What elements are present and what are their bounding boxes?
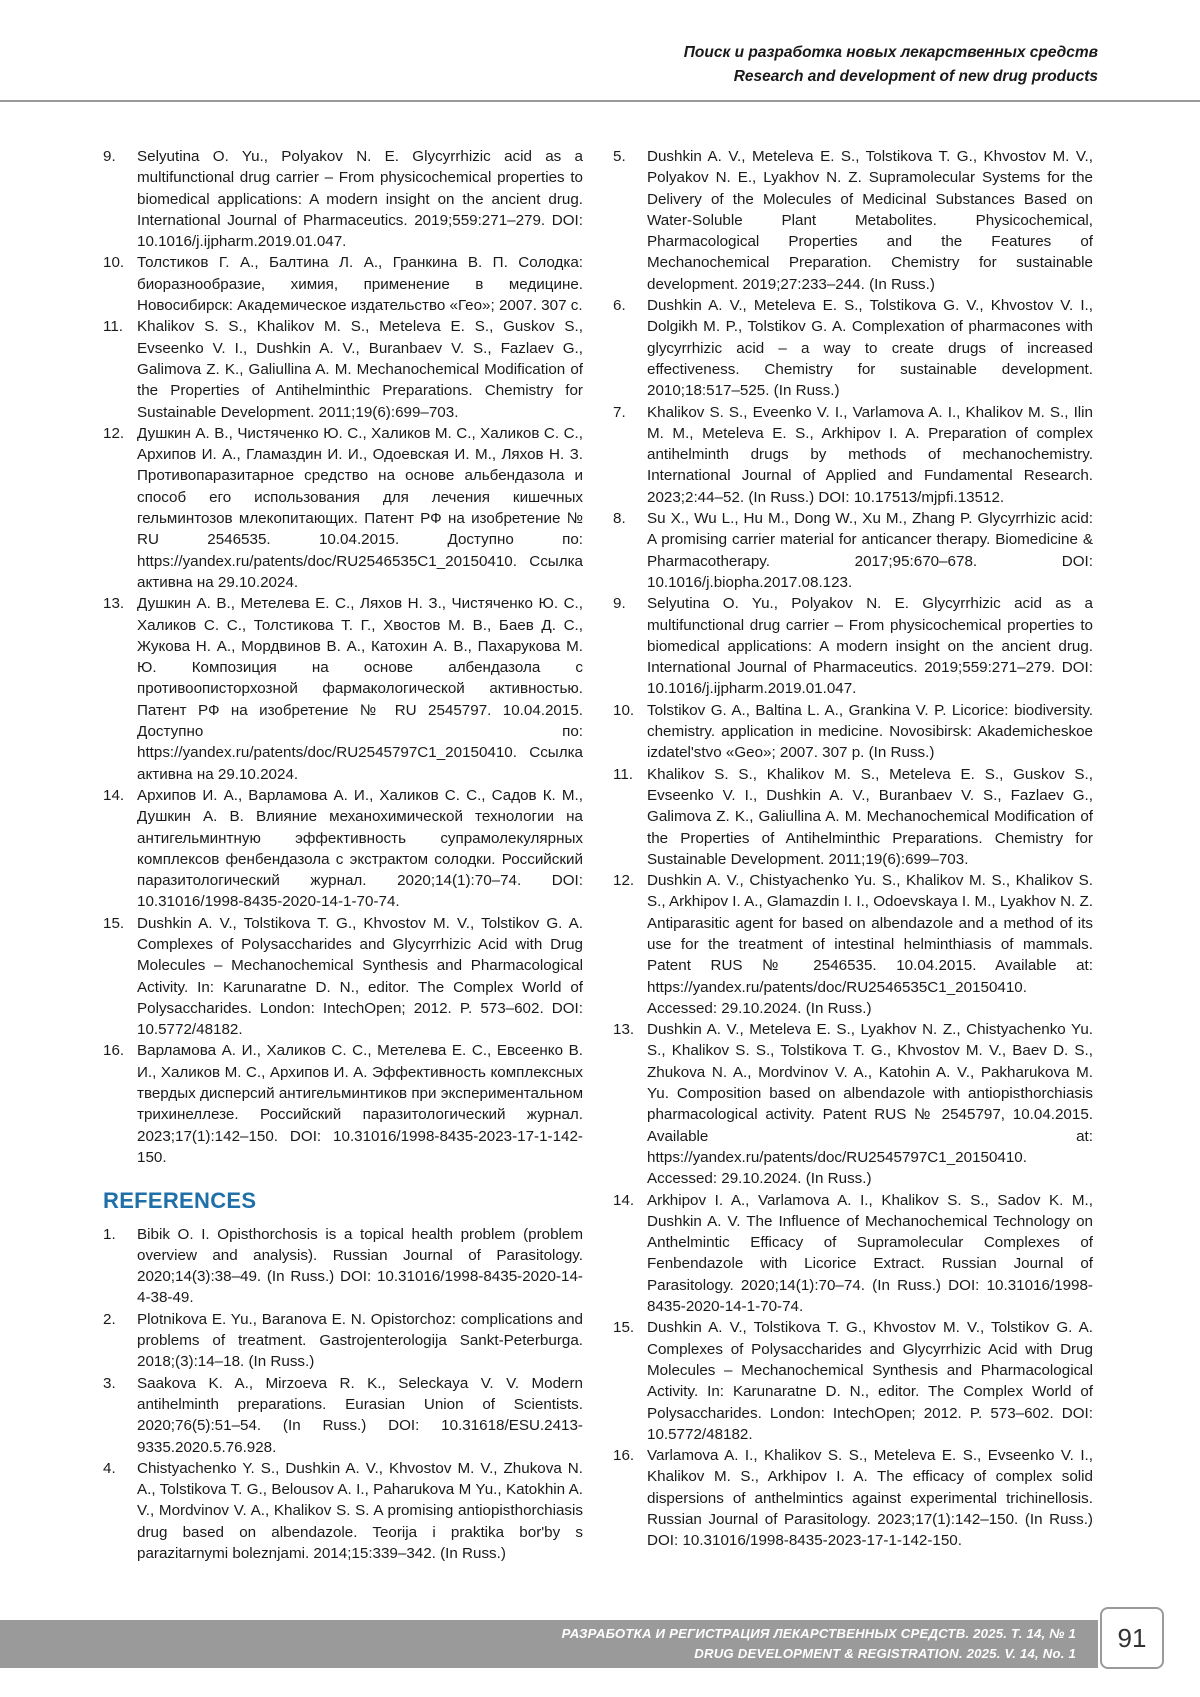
reference-item xyxy=(613,508,1093,593)
reference-item xyxy=(103,1458,583,1564)
references-heading: REFERENCES xyxy=(103,1188,257,1214)
references-list-en-continued xyxy=(613,146,1093,1552)
running-header xyxy=(0,0,1200,104)
reference-item xyxy=(613,402,1093,508)
reference-item xyxy=(613,146,1093,295)
reference-text: Chistyachenko Y. S., Dushkin A. V., Khvostov M. V., Zhukova N. A., Tolstikova T. G., Belousov A. I., Paharukova M Yu., Katokhin A. V., Mordvinov V. A., Khalikov S. S. A promising antiopisthorchiasis drug based on albendazole. Teorija i praktika bor'by s parazitarnymi boleznjami. 2014;15:339–342. (In Russ.) xyxy=(137,1459,583,1562)
reference-number: 10. xyxy=(103,254,125,272)
reference-item xyxy=(613,870,1093,1019)
reference-text: Selyutina O. Yu., Polyakov N. E. Glycyrrhizic acid as a multifunctional drug carrier – From physicochemical properties to biomedical applications: A modern insight on the ancient drug. International Journal of Pharmaceutics. 2019;559:271–279. DOI: 10.1016/j.ijpharm.2019.01.047. xyxy=(647,595,1093,698)
reference-number: 16. xyxy=(613,1447,635,1465)
reference-item xyxy=(103,913,583,1041)
reference-text: Plotnikova E. Yu., Baranova E. N. Opistorchoz: complications and problems of treatment. Gastrojenterologija Sankt-Peterburga. 2018;(3):14–18. (In Russ.) xyxy=(137,1310,583,1371)
reference-item xyxy=(103,1309,583,1373)
reference-number: 6. xyxy=(613,297,626,315)
left-column xyxy=(103,146,583,1564)
reference-number: 12. xyxy=(613,872,635,890)
reference-text: Архипов И. А., Варламова А. И., Халиков С. С., Садов К. М., Душкин А. В. Влияние механохимической технологии на антигельминтную эффективность супрамолекулярных комплексов фенбендазола с экстрактом солодки. Российский паразитологический журнал. 2020;14(1):70–74. DOI: 10.31016/1998-8435-2020-14-1-70-74. xyxy=(137,786,583,911)
reference-text: Arkhipov I. A., Varlamova A. I., Khalikov S. S., Sadov K. M., Dushkin A. V. The Influence of Mechanochemical Technology on Anthelmintic Efficacy of Supramolecular Complexes of Fenbendazole with Licorice Extract. Russian Journal of Parasitology. 2020;14(1):70–74. (In Russ.) DOI: 10.31016/1998-8435-2020-14-1-70-74. xyxy=(647,1191,1093,1316)
reference-text: Толстиков Г. А., Балтина Л. А., Гранкина В. П. Солодка: биоразнообразие, химия, применение в медицине. Новосибирск: Академическое издательство «Гео»; 2007. 307 с. xyxy=(137,254,583,315)
reference-number: 13. xyxy=(103,595,125,613)
header-title-ru: Поиск и разработка новых лекарственных средств xyxy=(683,44,1098,61)
reference-text: Dushkin A. V., Meteleva E. S., Tolstikova G. V., Khvostov V. I., Dolgikh M. P., Tolstikov G. A. Complexation of pharmacones with glycyrrhizic acid – a way to create drugs of increased effectiveness. Chemistry for sustainable development. 2010;18:517–525. (In Russ.) xyxy=(647,297,1093,400)
reference-number: 3. xyxy=(103,1374,116,1392)
page-number: 91 xyxy=(1100,1607,1164,1669)
reference-number: 10. xyxy=(613,701,635,719)
reference-item xyxy=(613,1190,1093,1318)
reference-text: Khalikov S. S., Khalikov M. S., Meteleva E. S., Guskov S., Evseenko V. I., Dushkin A. V., Buranbaev V. S., Fazlaev G., Galimova Z. K., Galiullina A. M. Mechanochemical Modification of the Properties of Antihelminthic Preparations. Chemistry for Sustainable Development. 2011;19(6):699–703. xyxy=(647,765,1093,868)
reference-number: 1. xyxy=(103,1225,116,1243)
reference-text: Душкин А. В., Чистяченко Ю. С., Халиков М. С., Халиков С. С., Архипов И. А., Гламаздин И. И., Одоевская И. М., Ляхов Н. З. Противопаразитарное средство на основе альбендазола и способ его использования для лечения кишечных гельминтозов млекопитающих. Патент РФ на изобретение № RU 2546535. 10.04.2015. Доступно по: https://yandex.ru/patents/doc/RU2546535C1_20150410. Ссылка активна на 29.10.2024. xyxy=(137,424,583,591)
header-divider xyxy=(0,100,1200,102)
reference-item xyxy=(103,785,583,913)
reference-text: Bibik O. I. Opisthorchosis is a topical health problem (problem overview and analysis). Russian Journal of Parasitology. 2020;14(3):38–49. (In Russ.) DOI: 10.31016/1998-8435-2020-14-4-38-49. xyxy=(137,1225,583,1307)
reference-number: 11. xyxy=(613,765,633,783)
reference-number: 9. xyxy=(613,595,626,613)
reference-item xyxy=(103,1373,583,1458)
bibliography-list-ru xyxy=(103,146,583,1168)
reference-number: 15. xyxy=(613,1319,635,1337)
reference-number: 12. xyxy=(103,424,125,442)
reference-text: Dushkin A. V., Meteleva E. S., Tolstikova T. G., Khvostov M. V., Polyakov N. E., Lyakhov N. Z. Supramolecular Systems for the Delivery of the Molecules of Medicinal Substances Based on Water-Soluble Plant Metabolites. Physicochemical, Pharmacological Properties and the Features of Mechanochemical Preparation. Chemistry for sustainable development. 2019;27:233–244. (In Russ.) xyxy=(647,148,1093,293)
reference-number: 15. xyxy=(103,914,125,932)
running-footer xyxy=(0,1620,1200,1680)
reference-text: Tolstikov G. A., Baltina L. A., Grankina V. P. Licorice: biodiversity. chemistry. application in medicine. Novosibirsk: Akademicheskoe izdatel'stvo «Geo»; 2007. 307 p. (In Russ.) xyxy=(647,701,1093,762)
reference-item xyxy=(103,423,583,593)
reference-text: Khalikov S. S., Eveenko V. I., Varlamova A. I., Khalikov M. S., Ilin M. M., Meteleva E. S., Arkhipov I. A. Preparation of complex antihelminth drugs by methods of mechanochemistry. International Journal of Applied and Fundamental Research. 2023;2:44–52. (In Russ.) DOI: 10.17513/mjpfi.13512. xyxy=(647,403,1093,506)
reference-number: 7. xyxy=(613,403,626,421)
reference-text: Selyutina O. Yu., Polyakov N. E. Glycyrrhizic acid as a multifunctional drug carrier – From physicochemical properties to biomedical applications: A modern insight on the ancient drug. International Journal of Pharmaceutics. 2019;559:271–279. DOI: 10.1016/j.ijpharm.2019.01.047. xyxy=(137,148,583,251)
right-column xyxy=(613,146,1093,1552)
reference-item xyxy=(613,1019,1093,1189)
reference-number: 2. xyxy=(103,1310,116,1328)
reference-item xyxy=(613,593,1093,699)
reference-text: Dushkin A. V., Meteleva E. S., Lyakhov N. Z., Chistyachenko Yu. S., Khalikov S. S., Tolstikova T. G., Khvostov M. V., Baev D. S., Zhukova N. A., Mordvinov V. A., Katohin A. V., Pakharukova M. Yu. Composition based on albendazole with antiopisthorchiasis pharmacological activity. Patent RUS № 2545797, 10.04.2015. Available at: https://yandex.ru/patents/doc/RU2545797C1_20150410. Accessed: 29.10.2024. (In Russ.) xyxy=(647,1021,1093,1188)
reference-number: 14. xyxy=(613,1191,635,1209)
reference-text: Saakova K. A., Mirzoeva R. K., Seleckaya V. V. Modern antihelminth preparations. Eurasian Union of Scientists. 2020;76(5):51–54. (In Russ.) DOI: 10.31618/ESU.2413-9335.2020.5.76.928. xyxy=(137,1374,583,1456)
reference-number: 11. xyxy=(103,318,123,336)
reference-item xyxy=(103,146,583,252)
reference-item xyxy=(103,1224,583,1309)
reference-number: 4. xyxy=(103,1459,116,1477)
reference-text: Su X., Wu L., Hu M., Dong W., Xu M., Zhang P. Glycyrrhizic acid: A promising carrier material for anticancer therapy. Biomedicine & Pharmacotherapy. 2017;95:670–678. DOI: 10.1016/j.biopha.2017.08.123. xyxy=(647,510,1093,591)
reference-item xyxy=(613,700,1093,764)
header-title-en: Research and development of new drug products xyxy=(733,68,1098,85)
reference-text: Varlamova A. I., Khalikov S. S., Meteleva E. S., Evseenko V. I., Khalikov M. S., Arkhipov I. A. The efficacy of complex solid dispersions of anthelmintics against experimental trichinellosis. Russian Journal of Parasitology. 2023;17(1):142–150. (In Russ.) DOI: 10.31016/1998-8435-2023-17-1-142-150. xyxy=(647,1447,1093,1550)
reference-number: 5. xyxy=(613,148,626,165)
reference-text: Dushkin A. V., Tolstikova T. G., Khvostov M. V., Tolstikov G. A. Complexes of Polysaccharides and Glycyrrhizic Acid with Drug Molecules – Mechanochemical Synthesis and Pharmacological Activity. In: Karunaratne D. N., editor. The Complex World of Polysaccharides. London: IntechOpen; 2012. P. 573–602. DOI: 10.5772/48182. xyxy=(137,914,583,1039)
reference-number: 13. xyxy=(613,1021,635,1039)
reference-text: Dushkin A. V., Tolstikova T. G., Khvostov M. V., Tolstikov G. A. Complexes of Polysaccharides and Glycyrrhizic Acid with Drug Molecules – Mechanochemical Synthesis and Pharmacological Activity. In: Karunaratne D. N., editor. The Complex World of Polysaccharides. London: IntechOpen; 2012. P. 573–602. DOI: 10.5772/48182. xyxy=(647,1319,1093,1443)
reference-item xyxy=(103,252,583,316)
references-list-en xyxy=(103,1224,583,1565)
reference-item xyxy=(613,295,1093,401)
reference-item xyxy=(103,593,583,785)
reference-item xyxy=(103,1040,583,1168)
reference-number: 14. xyxy=(103,786,125,804)
reference-number: 9. xyxy=(103,148,116,165)
reference-text: Dushkin A. V., Chistyachenko Yu. S., Khalikov M. S., Khalikov S. S., Arkhipov I. A., Glamazdin I. I., Odoevskaya I. M., Lyakhov N. Z. Antiparasitic agent for based on albendazole and a method of its use for the treatment of intestinal helminthiasis of mammals. Patent RUS № 2546535. 10.04.2015. Available at: https://yandex.ru/patents/doc/RU2546535C1_20150410. Accessed: 29.10.2024. (In Russ.) xyxy=(647,872,1093,1017)
reference-item xyxy=(613,1317,1093,1445)
reference-item xyxy=(103,316,583,422)
reference-number: 16. xyxy=(103,1042,125,1060)
reference-number: 8. xyxy=(613,510,626,528)
reference-text: Khalikov S. S., Khalikov M. S., Meteleva E. S., Guskov S., Evseenko V. I., Dushkin A. V., Buranbaev V. S., Fazlaev G., Galimova Z. K., Galiullina A. M. Mechanochemical Modification of the Properties of Antihelminthic Preparations. Chemistry for Sustainable Development. 2011;19(6):699–703. xyxy=(137,318,583,421)
reference-item xyxy=(613,1445,1093,1551)
reference-text: Варламова А. И., Халиков С. С., Метелева Е. С., Евсеенко В. И., Халиков М. С., Архипов И. А. Эффективность комплексных твердых дисперсий антигельминтиков при экспериментальном трихинеллезе. Российский паразитологический журнал. 2023;17(1):142–150. DOI: 10.31016/1998-8435-2023-17-1-142-150. xyxy=(137,1042,584,1166)
reference-text: Душкин А. В., Метелева Е. С., Ляхов Н. З., Чистяченко Ю. С., Халиков С. С., Толстикова Т. Г., Хвостов М. В., Баев Д. С., Жукова Н. А., Мордвинов В. А., Катохин А. В., Пахарукова М. Ю. Композиция на основе албендазола с противоописторхозной фармакологической активностью. Патент РФ на изобретение № RU 2545797. 10.04.2015. Доступно по: https://yandex.ru/patents/doc/RU2545797C1_20150410. Ссылка активна на 29.10.2024. xyxy=(137,595,583,783)
footer-journal-en: DRUG DEVELOPMENT & REGISTRATION. 2025. V. 14, No. 1 xyxy=(694,1646,1076,1661)
reference-item xyxy=(613,764,1093,870)
footer-journal-ru: РАЗРАБОТКА И РЕГИСТРАЦИЯ ЛЕКАРСТВЕННЫХ СРЕДСТВ. 2025. Т. 14, № 1 xyxy=(561,1626,1076,1641)
